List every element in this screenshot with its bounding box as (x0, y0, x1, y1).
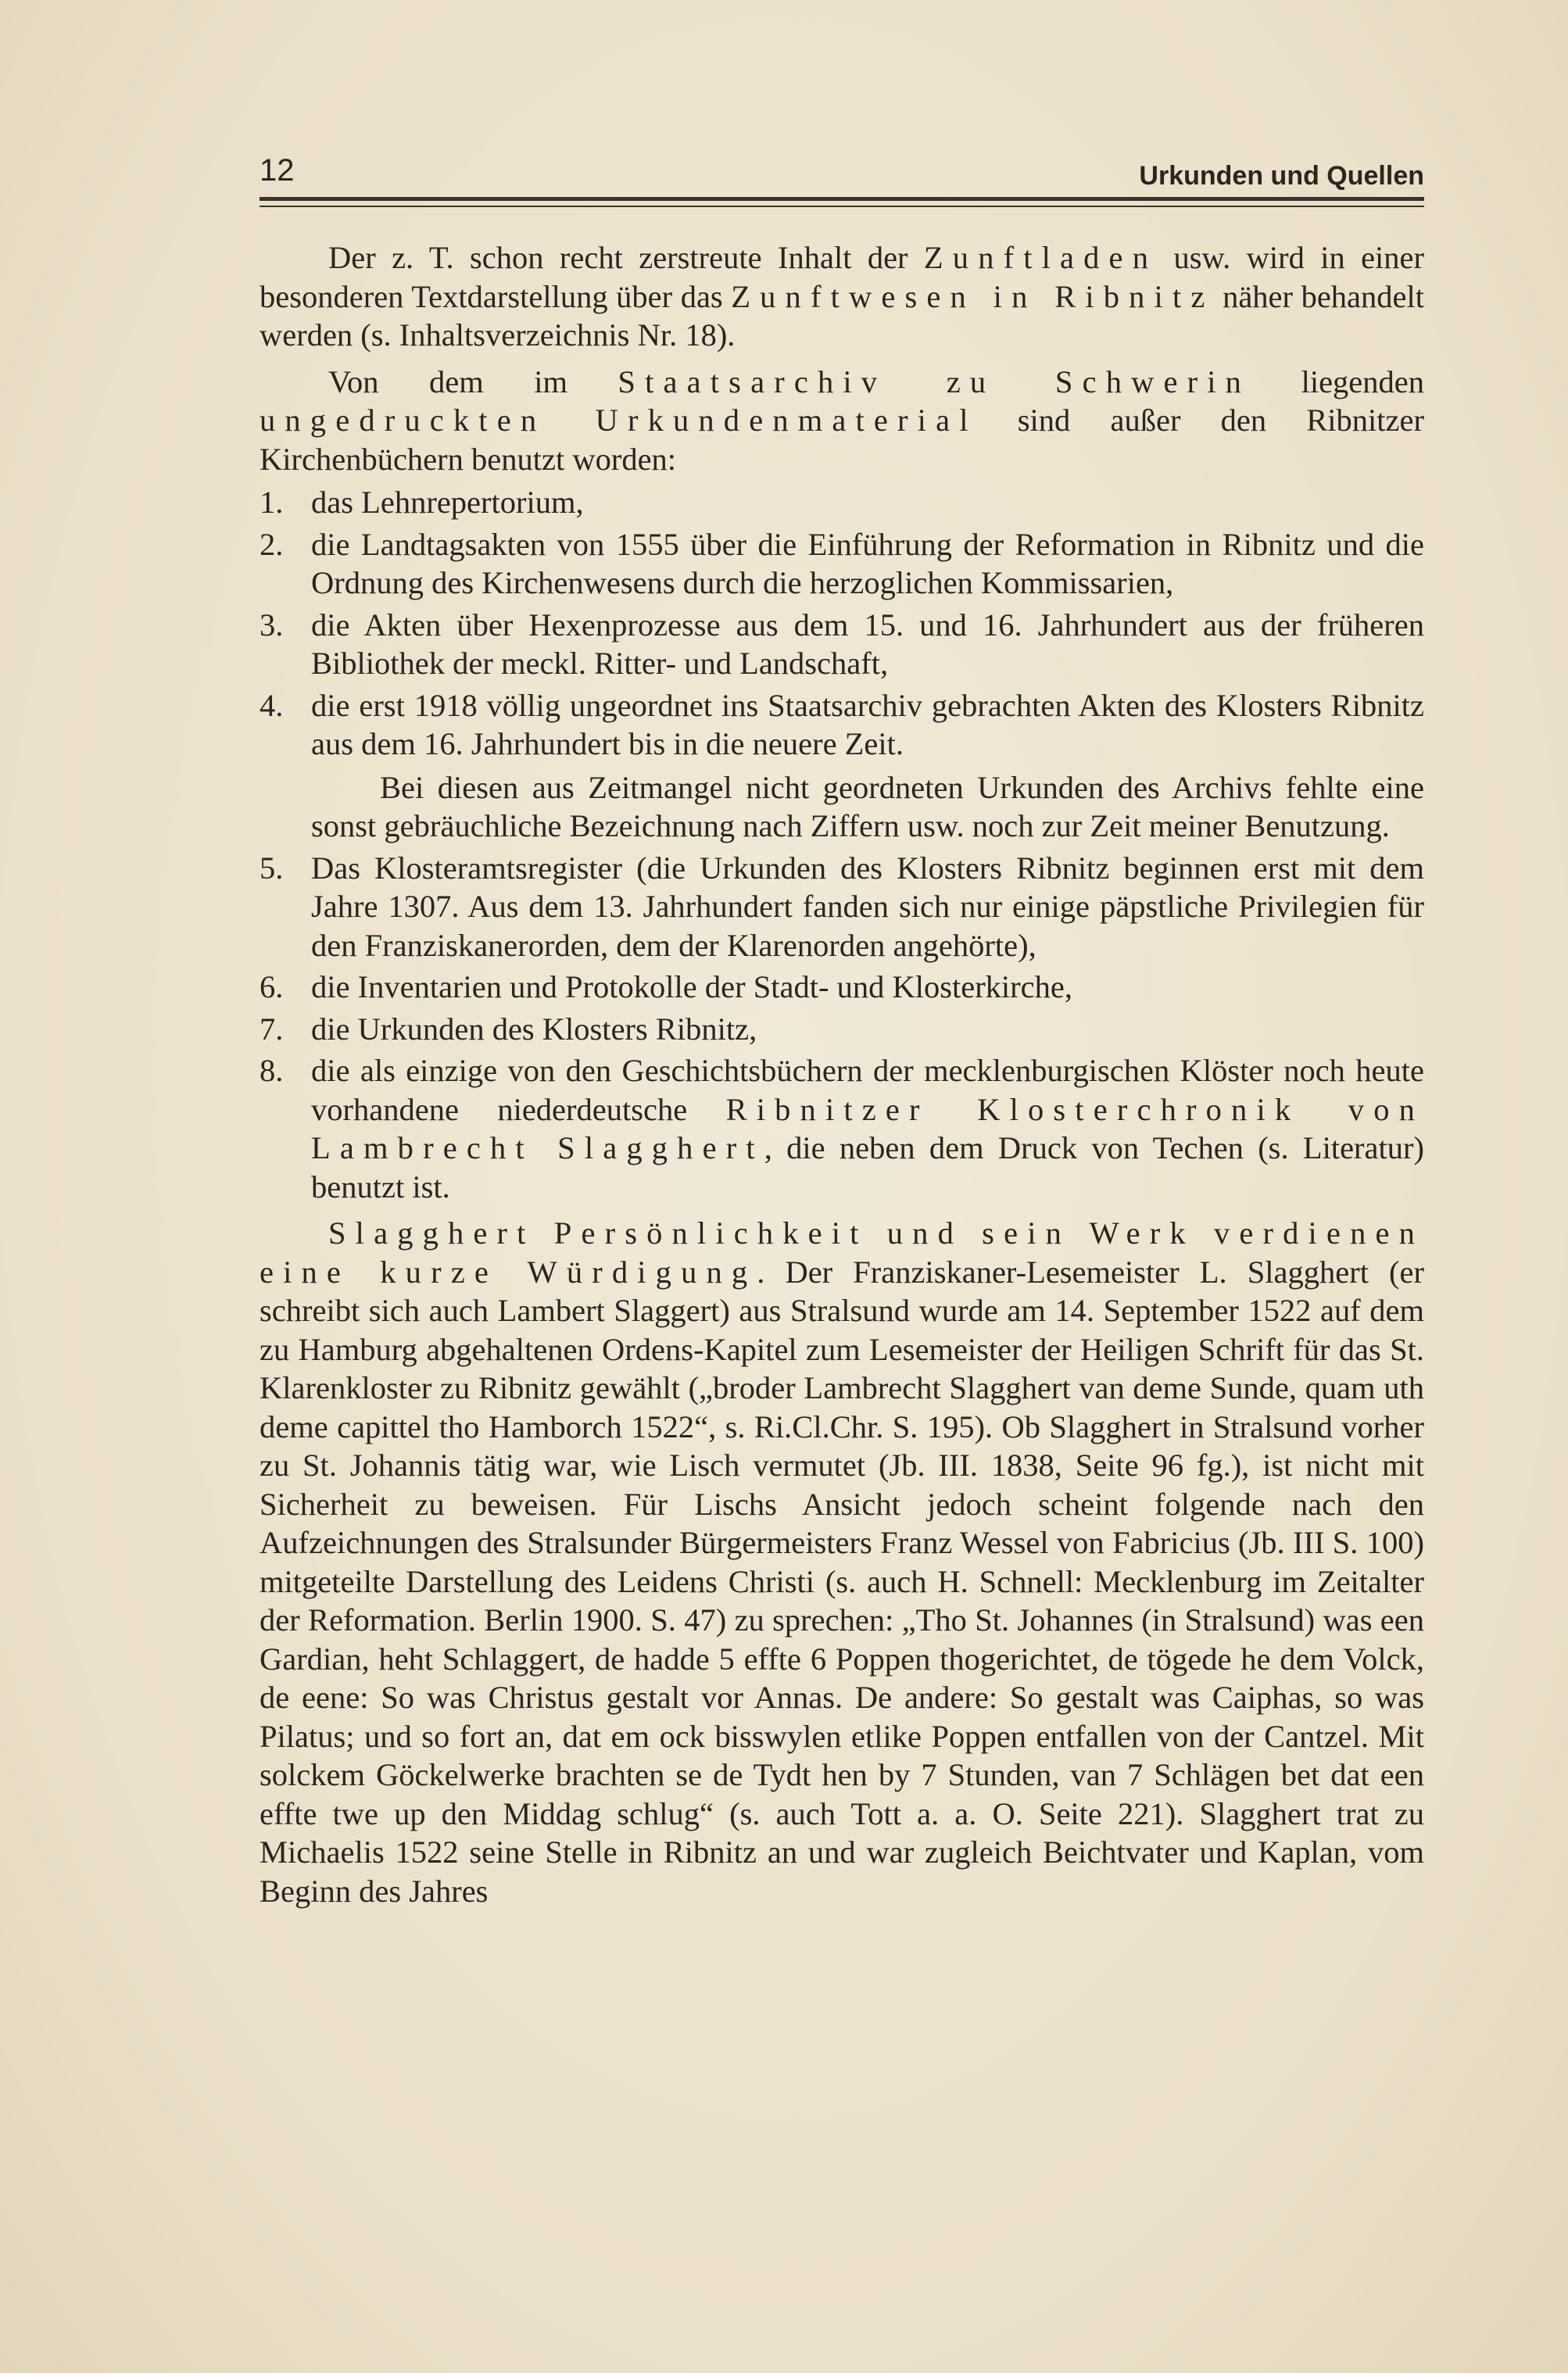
list-item (260, 849, 1424, 965)
list-text: die erst 1918 völlig ungeordnet ins Staatsarchiv gebrachten Akten des Klosters Ribnitz aus dem 16. Jahrhundert bis in die neuere Zeit. (311, 687, 1424, 761)
list-text: die Inventarien und Protokolle der Stadt- und Klosterkirche, (311, 969, 1072, 1004)
list-number: 2. (260, 526, 284, 562)
page-header (260, 153, 1424, 200)
paragraph-zunftladen (260, 238, 1424, 355)
list-number: 8. (260, 1053, 284, 1088)
list-item (260, 525, 1424, 603)
spaced-term: Staatsarchiv zu Schwerin (618, 363, 1251, 399)
spaced-term: Ribnitzer Klosterchronik von Lambrecht Slagghert (311, 1091, 1424, 1165)
list-number: 3. (260, 607, 284, 642)
list-text: das Lehnrepertorium, (311, 485, 584, 520)
list-subparagraph: Bei diesen aus Zeitmangel nicht geordneten Urkunden des Archivs fehlte eine sonst gebräuchliche Bezeichnung nach Ziffern usw. noch zur Zeit meiner Benutzung. (311, 769, 1424, 843)
list-number: 5. (260, 850, 284, 886)
header-rule-thin (260, 206, 1424, 207)
list-number: 6. (260, 969, 284, 1004)
text-run: . Der Franziskaner-Lesemeister L. Slagghert (er schreibt sich auch Lambert Slaggert) aus Stralsund wurde am 14. September 1522 auf dem zu Hamburg abgehaltenen Ordens-Kapitel zum Lesemeister der Heiligen Schrift für das St. Klarenkloster zu Ribnitz gewählt („broder Lambrecht Slagghert van deme Sunde, quam uth deme capittel tho Hamborch 1522“, s. Ri.Cl.Chr. S. 195). Ob Slagghert in Stralsund vorher zu St. Johannis tätig war, wie Lisch vermutet (Jb. III. 1838, Seite 96 fg.), ist nicht mit Sicherheit zu beweisen. Für Lischs Ansicht jedoch scheint folgende nach den Aufzeichnungen des Stralsunder Bürgermeisters Franz Wessel von Fabricius (Jb. III S. 100) mitgeteilte Darstellung des Leidens Christi (s. auch H. Schnell: Mecklenburg im Zeitalter der Reformation. Berlin 1900. S. 47) zu sprechen: „Tho St. Johannes (in Stralsund) was een Gardian, heht Schlaggert, de hadde 5 effte 6 Poppen thogerichtet, de tögede he dem Volck, de eene: So was Christus gestalt vor Annas. De andere: So gestalt was Caiphas, so was Pilatus; und so fort an, dat em ock bisswylen etlike Poppen entfallen von der Cantzel. Mit solckem Göckelwerke brachten se de Tydt hen by 7 Stunden, van 7 Schlägen bet dat een effte twe up den Middag schlug“ (s. auch Tott a. a. O. Seite 221). Slagghert trat zu Michaelis 1522 seine Stelle in Ribnitz an und war zugleich Beichtvater und Kaplan, vom Beginn des Jahres (260, 1254, 1424, 1909)
list-number: 1. (260, 485, 284, 520)
page-number: 12 (260, 153, 295, 188)
list-text: die Urkunden des Klosters Ribnitz, (311, 1011, 757, 1047)
text-run: Der z. T. schon recht zerstreute Inhalt der (328, 240, 924, 275)
list-number: 4. (260, 687, 284, 723)
list-text: die Landtagsakten von 1555 über die Einführung der Reformation in Ribnitz und die Ordnung des Kirchenwesens durch die herzoglichen Kommissarien, (311, 526, 1424, 600)
list-number: 7. (260, 1011, 284, 1047)
paragraph-staatsarchiv (260, 363, 1424, 479)
list-text-block (311, 686, 1424, 846)
text-run: , die neben dem Druck von Techen (s. Literatur) benutzt ist. (311, 1130, 1424, 1204)
text-run: die als einzige von den Geschichtsbüchern der mecklenburgischen Klöster noch heute vorhandene niederdeutsche (311, 1053, 1424, 1127)
text-run: näher behandelt werden (s. Inhaltsverzeichnis Nr. 18). (260, 278, 1425, 353)
header-rule-thick (260, 197, 1424, 201)
running-title: Urkunden und Quellen (1139, 161, 1424, 191)
text-run: liegenden (1251, 363, 1424, 399)
source-list (260, 483, 1424, 1206)
text-run: sind außer den Ribnitzer Kirchenbüchern benutzt worden: (260, 403, 1424, 477)
spaced-term: Zunftladen (923, 240, 1158, 275)
paragraph-slagghert (260, 1214, 1424, 1910)
list-text: Das Klosteramtsregister (die Urkunden des Klosters Ribnitz beginnen erst mit dem Jahre 1307. Aus dem 13. Jahrhundert fanden sich nur einige päpstliche Privilegien für den Franziskanerorden, dem der Klarenorden angehörte), (311, 850, 1424, 963)
list-item (260, 1051, 1424, 1206)
list-text: die Akten über Hexenprozesse aus dem 15. und 16. Jahrhundert aus der früheren Bibliothek der meckl. Ritter- und Landschaft, (311, 607, 1424, 681)
text-run: Von dem im (328, 363, 618, 399)
spaced-term: ungedruckten Urkundenmaterial (260, 403, 978, 438)
body-text (260, 238, 1424, 1910)
list-item (260, 968, 1424, 1007)
text-run: usw. wird in einer besonderen Textdarstellung über das (260, 240, 1425, 314)
list-text-block (311, 1051, 1424, 1206)
spaced-term: Zunftwesen in Ribnitz (731, 278, 1215, 314)
list-item (260, 606, 1424, 683)
list-item (260, 1010, 1424, 1049)
spaced-term: Slagghert Persönlichkeit und sein Werk verdienen eine kurze Würdigung (260, 1215, 1424, 1290)
list-item (260, 483, 1424, 522)
list-item (260, 686, 1424, 846)
